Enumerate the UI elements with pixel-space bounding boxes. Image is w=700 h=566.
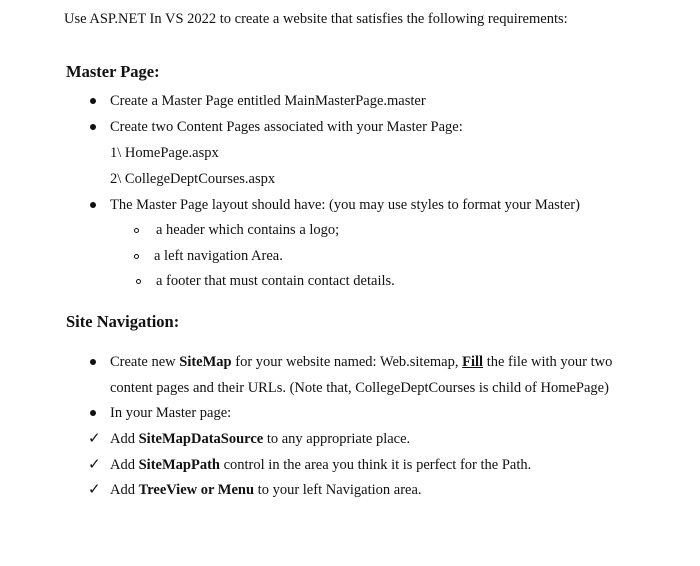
check-item-text: Add xyxy=(110,482,139,498)
master-item-1: Create a Master Page entitled MainMasterPage.master xyxy=(110,93,426,109)
nav-item-sitemap-text-3: the file with your two xyxy=(483,354,613,370)
check-item-text: Add xyxy=(110,457,139,473)
master-item-homepage: 1\ HomePage.aspx xyxy=(110,145,219,161)
bullet-icon xyxy=(90,124,96,130)
bullet-icon xyxy=(90,410,96,416)
circle-bullet-icon xyxy=(134,228,139,233)
sitemappath-keyword: SiteMapPath xyxy=(138,457,220,473)
site-navigation-heading: Site Navigation: xyxy=(66,312,180,331)
nav-item-master-page: In your Master page: xyxy=(110,405,232,421)
fill-keyword: Fill xyxy=(462,354,484,370)
bullet-icon xyxy=(90,202,96,208)
sitemapdatasource-keyword: SiteMapDataSource xyxy=(138,431,264,447)
check-item-text: Add xyxy=(110,431,139,447)
checkmark-icon: ✓ xyxy=(88,429,101,447)
master-page-heading: Master Page: xyxy=(66,62,160,81)
check-item-text: to any appropriate place. xyxy=(263,431,411,447)
check-item-text: to your left Navigation area. xyxy=(254,482,422,498)
layout-sub-item-navigation: a left navigation Area. xyxy=(154,248,283,264)
nav-item-sitemap-line-2: content pages and their URLs. (Note that, CollegeDeptCourses is child of HomePage) xyxy=(110,380,609,396)
intro-text: Use ASP.NET In VS 2022 to create a website that satisfies the following requirements: xyxy=(64,11,568,27)
sitemap-keyword: SiteMap xyxy=(179,354,232,370)
layout-sub-item-footer: a footer that must contain contact details. xyxy=(156,273,395,289)
nav-item-sitemap xyxy=(110,355,612,370)
master-item-layout: The Master Page layout should have: (you may use styles to format your Master) xyxy=(110,197,580,213)
treeview-menu-keyword: TreeView or Menu xyxy=(138,482,255,498)
master-item-collegedeptcourses: 2\ CollegeDeptCourses.aspx xyxy=(110,171,276,187)
circle-bullet-icon xyxy=(136,279,141,284)
checkmark-icon: ✓ xyxy=(88,480,101,498)
nav-item-sitemap-text-1: Create new xyxy=(110,354,180,370)
check-item-text: control in the area you think it is perfect for the Path. xyxy=(219,457,532,473)
circle-bullet-icon xyxy=(134,254,139,259)
bullet-icon xyxy=(90,98,96,104)
check-item-sitemapdatasource xyxy=(110,432,410,447)
layout-sub-item-header: a header which contains a logo; xyxy=(156,222,340,238)
checkmark-icon: ✓ xyxy=(88,455,101,473)
nav-item-sitemap-text-2: for your website named: Web.sitemap, xyxy=(231,354,463,370)
bullet-icon xyxy=(90,359,96,365)
check-item-sitemappath xyxy=(110,458,531,473)
master-item-2: Create two Content Pages associated with your Master Page: xyxy=(110,119,463,135)
check-item-treeview xyxy=(110,483,422,498)
